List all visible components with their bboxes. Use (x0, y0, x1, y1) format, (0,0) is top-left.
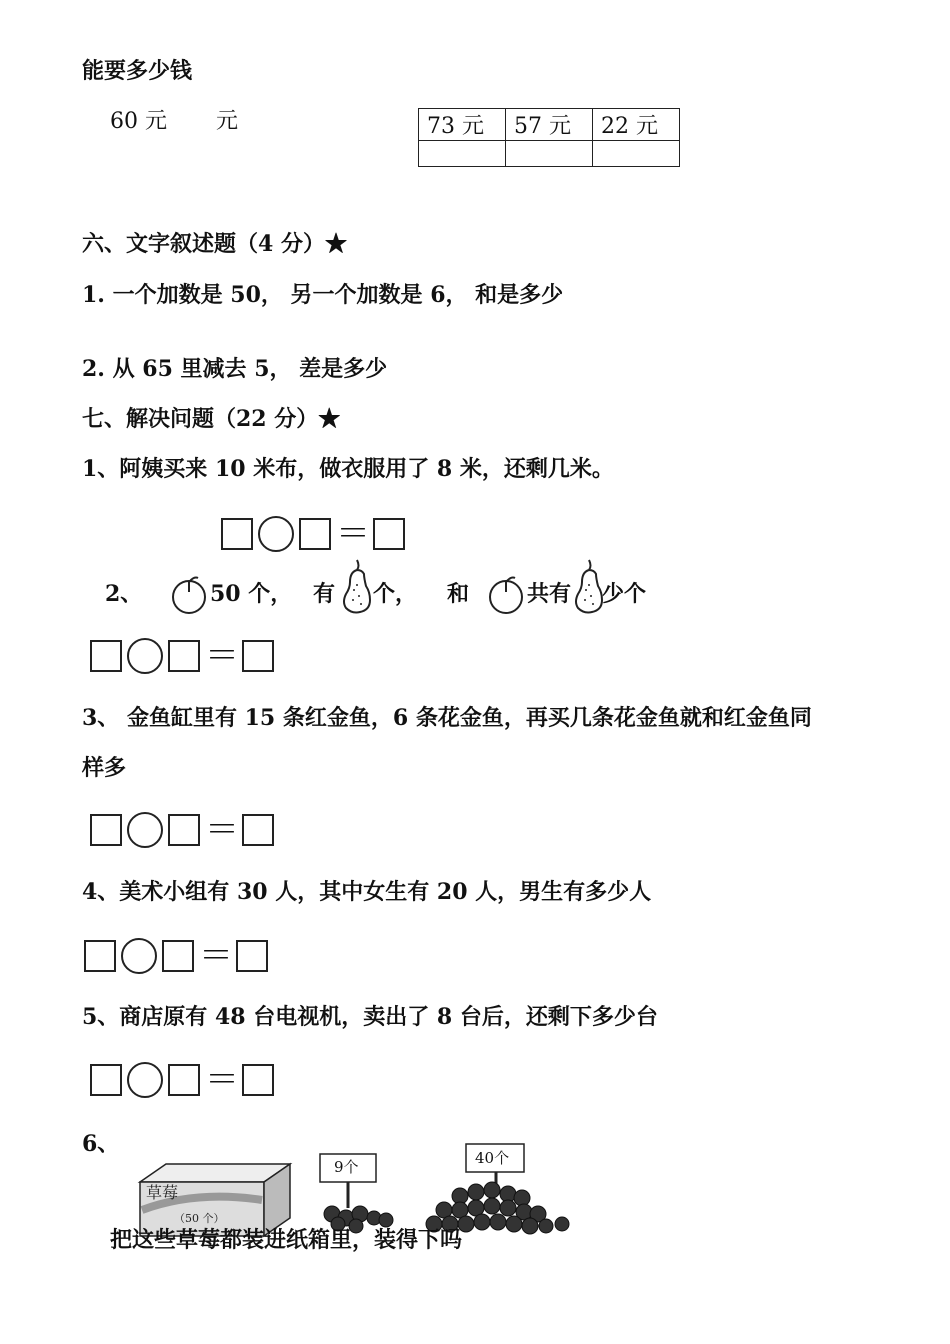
operator-circle[interactable] (127, 638, 163, 674)
answer-box[interactable] (168, 640, 200, 672)
sign-big-label: 40个 (475, 1149, 510, 1167)
question-1: 1. 一个加数是 50， 另一个加数是 6， 和是多少 (82, 282, 564, 308)
sign-small-label: 9个 (334, 1158, 359, 1176)
pear-icon (340, 556, 374, 616)
equals-sign: ＝ (205, 1060, 239, 1100)
operator-circle[interactable] (127, 1062, 163, 1098)
answer-box[interactable] (242, 814, 274, 846)
price-label-left: 60 元 (110, 109, 167, 134)
answer-box[interactable] (90, 640, 122, 672)
box-count: （50 个） (174, 1212, 225, 1225)
problem-6-question: 把这些草莓都装进纸箱里，装得下吗 (110, 1227, 463, 1253)
section-title: 六、文字叙述题（4 分）★ (82, 231, 347, 257)
equals-sign: ＝ (199, 936, 233, 976)
equals-sign: ＝ (336, 514, 370, 554)
price-label-right: 元 (216, 109, 239, 134)
table-cell: 73 元 (419, 109, 506, 141)
answer-box[interactable] (242, 640, 274, 672)
answer-box[interactable] (168, 1064, 200, 1096)
equation-template (84, 938, 268, 974)
equation-template (90, 638, 274, 674)
problem-2-text: 共有 (527, 581, 572, 607)
problem-2-text: 有 (313, 581, 336, 607)
problem-6-number: 6、 (82, 1131, 120, 1157)
table-cell: 22 元 (593, 109, 680, 141)
equation-template (221, 516, 405, 552)
question-2: 2. 从 65 里减去 5， 差是多少 (82, 356, 388, 382)
answer-box[interactable] (236, 940, 268, 972)
answer-box[interactable] (90, 814, 122, 846)
equation-template (90, 812, 274, 848)
problem-1: 1、阿姨买来 10 米布，做衣服用了 8 米，还剩几米。 (82, 456, 614, 482)
answer-box[interactable] (242, 1064, 274, 1096)
answer-box[interactable] (168, 814, 200, 846)
box-label: 草莓 (146, 1183, 179, 1202)
operator-circle[interactable] (121, 938, 157, 974)
pear-icon (572, 556, 606, 616)
problem-2-text: 个， (373, 581, 418, 607)
answer-box[interactable] (162, 940, 194, 972)
problem-2-text: 和 (447, 581, 470, 607)
problem-4: 4、美术小组有 30 人，其中女生有 20 人，男生有多少人 (82, 879, 652, 905)
table-row (419, 109, 680, 141)
equation-template (90, 1062, 274, 1098)
answer-box[interactable] (299, 518, 331, 550)
operator-circle[interactable] (127, 812, 163, 848)
problem-2-number: 2、 (105, 581, 143, 607)
table-row (419, 141, 680, 167)
answer-cell[interactable] (506, 141, 593, 167)
problem-3-cont: 样多 (82, 755, 127, 781)
answer-cell[interactable] (419, 141, 506, 167)
operator-circle[interactable] (258, 516, 294, 552)
section-title: 七、解决问题（22 分）★ (82, 406, 341, 432)
table-cell: 57 元 (506, 109, 593, 141)
answer-box[interactable] (84, 940, 116, 972)
equals-sign: ＝ (205, 810, 239, 850)
problem-5: 5、商店原有 48 台电视机，卖出了 8 台后，还剩下多少台 (82, 1004, 658, 1030)
answer-box[interactable] (373, 518, 405, 550)
price-table (418, 108, 680, 167)
problem-3: 3、 金鱼缸里有 15 条红金鱼，6 条花金鱼，再买几条花金鱼就和红金鱼同 (82, 705, 812, 731)
answer-box[interactable] (221, 518, 253, 550)
apple-icon (170, 570, 208, 616)
answer-box[interactable] (90, 1064, 122, 1096)
problem-2-text: 50 个， (210, 581, 293, 607)
equals-sign: ＝ (205, 636, 239, 676)
question-text: 能要多少钱 (82, 58, 193, 84)
apple-icon (487, 570, 525, 616)
answer-cell[interactable] (593, 141, 680, 167)
problem-2-text: 少个 (602, 581, 647, 607)
